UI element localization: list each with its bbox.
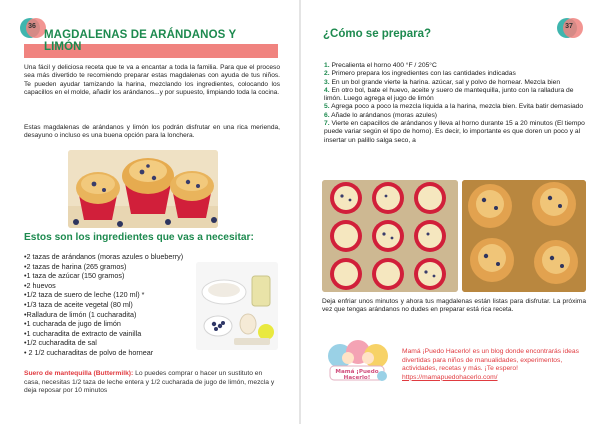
intro-paragraph: Una fácil y deliciosa receta que te va a encantar a toda la familia. Para que el proceso sea más divertido te recomiendo preparar estas magdalenas con ayuda de tus niños. Te pueden ayudar tamizando la harina, mezclando los ingredientes, colocando los capacillos en el molde, añadir los arándanos...y por supuesto, limpiando toda la cocina. xyxy=(24,64,280,96)
ingredients-list xyxy=(24,252,183,358)
recipe-title: MAGDALENAS DE ARÁNDANOS Y LIMÓN xyxy=(44,29,237,53)
step-item xyxy=(324,79,586,87)
blog-logo xyxy=(322,338,392,388)
step-text: Agrega poco a poco la mezcla líquida a la harina, mezcla bien. Evita batir demasiado xyxy=(331,103,584,111)
page-number: 37 xyxy=(565,23,573,30)
step-number: 6. xyxy=(324,111,330,119)
page-number-badge xyxy=(20,16,44,40)
step-number: 5. xyxy=(324,103,330,111)
muffins-photo xyxy=(68,150,218,228)
ingredient-item: •2 huevos xyxy=(24,280,56,290)
note-text: Lo puedes comprar o hacer un sustituto en casa, necesitas 1/2 taza de leche entera y 1/2 cucharada de jugo de limón, mezcla y deja reposar por 10 minutos xyxy=(24,370,275,395)
buttermilk-note xyxy=(24,370,280,396)
step-item xyxy=(324,70,586,78)
step-number: 3. xyxy=(324,78,330,86)
logo-text: Mamá ¡Puedo Hacerlo! xyxy=(335,369,379,381)
step-text: Añade lo arándanos (moras azules) xyxy=(331,111,438,119)
ingredient-item: • 2 1/2 cucharaditas de polvo de hornear xyxy=(24,347,154,357)
page-number-badge xyxy=(557,16,581,40)
step-item xyxy=(324,103,586,111)
step-item xyxy=(324,112,586,120)
promo-text xyxy=(402,348,584,382)
step-number: 4. xyxy=(324,86,330,94)
muffins-illustration xyxy=(68,150,218,228)
baked-muffins-illustration xyxy=(462,180,586,292)
blog-link[interactable]: https://mamapuedohacerlo.com/ xyxy=(402,373,498,381)
step-number: 1. xyxy=(324,62,330,69)
step-text: Precalienta el horno 400 °F / 205°C xyxy=(331,62,437,69)
ingredient-item: •1/3 taza de aceite vegetal (80 ml) xyxy=(24,299,133,309)
note-label: Suero de mantequilla (Buttermilk): xyxy=(24,370,134,377)
step-item xyxy=(324,87,586,104)
steps-list xyxy=(324,62,586,145)
baking-tray-illustration xyxy=(322,180,458,292)
ingredient-item: •2 tazas de harina (265 gramos) xyxy=(24,261,127,271)
ingredient-item: •1 cucharada de jugo de limón xyxy=(24,319,121,329)
step-number: 2. xyxy=(324,70,330,78)
step-text: Vierte en capacillos de arándanos y lleva al horno durante 15 a 20 minutos (El tiempo puede variar según el tipo de horno). Es decir, lo importante es que doren un poco y al insertar un palillo salga seco, a xyxy=(324,120,585,144)
step-item xyxy=(324,120,586,145)
baking-tray-photo xyxy=(322,180,458,292)
step-text: En otro bol, bate el huevo, aceite y suero de mantequilla, junto con la ralladura de limón. Luego agrega el jugo de limón xyxy=(324,86,574,103)
closing-paragraph: Deja enfriar unos minutos y ahora tus magdalenas están listas para disfrutar. La próxima vez que tengas arándanos no dudes en preparar está rica receta. xyxy=(322,298,586,314)
ingredient-item: •1 taza de azúcar (150 gramos) xyxy=(24,271,125,281)
baked-muffins-photo xyxy=(462,180,586,292)
step-text: Primero prepara los ingredientes con las cantidades indicadas xyxy=(331,70,516,78)
promo-description: Mamá ¡Puedo Hacerlo! es un blog donde encontrarás ideas divertidas para niños de manualidades, experimentos, actividades, recetas y más. ¡Te espero! xyxy=(402,348,579,372)
ingredient-item: •1 cucharadita de extracto de vainilla xyxy=(24,328,142,338)
ingredients-photo xyxy=(196,262,278,350)
instructions-title: ¿Cómo se prepara? xyxy=(323,28,431,40)
ingredient-item: •Ralladura de limón (1 cucharadita) xyxy=(24,309,137,319)
ingredients-illustration xyxy=(196,262,278,350)
page-number: 36 xyxy=(28,23,36,30)
step-number: 7. xyxy=(324,120,330,128)
left-page xyxy=(0,0,299,424)
ingredients-title: Estos son los ingredientes que vas a necesitar: xyxy=(24,232,254,243)
step-item xyxy=(324,62,586,70)
ingredient-item: •1/2 taza de suero de leche (120 ml) * xyxy=(24,290,145,300)
ingredient-item: •2 tazas de arándanos (moras azules o blueberry) xyxy=(24,252,184,261)
ingredient-item: •1/2 cucharadita de sal xyxy=(24,338,97,348)
step-text: En un bol grande vierte la harina. azúcar, sal y polvo de hornear. Mezcla bien xyxy=(331,78,561,86)
second-paragraph: Estas magdalenas de arándanos y limón los podrán disfrutar en una rica merienda, desayuno o incluso es una buena opción para la lonchera. xyxy=(24,124,280,140)
